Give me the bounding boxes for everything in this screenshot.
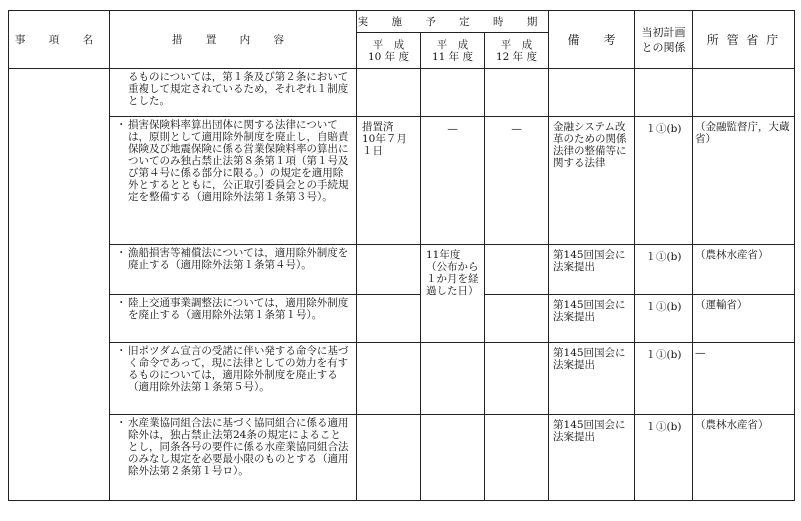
fy12-cell [485, 343, 549, 415]
bullet: ・ [116, 297, 127, 309]
item-name-cell [9, 69, 110, 501]
fy10-cell: 措置済 10年７月 １日 [357, 117, 421, 245]
relation-cell: １①(b) [635, 415, 693, 501]
cont-ministry [693, 69, 795, 117]
header-relation-line1: 当初計画 [641, 25, 686, 39]
relation-cell: １①(b) [635, 343, 693, 415]
fy12-cell [485, 245, 549, 295]
table-row [9, 415, 795, 501]
header-fy11-year: 11 年 度 [431, 50, 474, 63]
ministry-cell: （農林水産省） [693, 245, 795, 295]
continuation-text: るものについては，第１条及び第２条において重複して規定されているため，それぞれ１制度とした。 [110, 69, 357, 117]
cont-fy12 [485, 69, 549, 117]
measure-text: 水産業協同組合法に基づく協同組合に係る適用除外は，独占禁止法第24条の規定によることとし，同条各号の要件に係る水産業協同組合法のみなし規定を必要最小限のものとする（適用除外法第２条第１号ロ）。 [128, 417, 349, 477]
header-schedule: 実 施 予 定 時 期 [357, 11, 549, 33]
header-item-name: 事 項 名 [9, 11, 110, 69]
header-fy11-era: 平 成 [436, 38, 469, 51]
ministry-cell: （金融監督庁，大蔵省） [693, 117, 795, 245]
bullet: ・ [116, 417, 127, 429]
fy10-cell [357, 415, 421, 501]
fy10-cell [357, 295, 421, 343]
header-fy10 [357, 33, 421, 69]
bullet: ・ [116, 119, 127, 131]
fy10-cell [357, 245, 421, 295]
measure-cell [110, 117, 357, 245]
table-row [9, 295, 795, 343]
measure-text: 漁船損害等補償法については，適用除外制度を廃止する（適用除外法第１条第４号）。 [128, 247, 349, 271]
note-cell: 第145回国会に法案提出 [549, 415, 635, 501]
header-fy12-era: 平 成 [500, 38, 533, 51]
plan-table [8, 10, 795, 501]
measure-text: 陸上交通事業調整法については，適用除外制度を廃止する（適用除外法第１条第１号）。 [128, 297, 349, 321]
cont-note [549, 69, 635, 117]
measure-cell [110, 343, 357, 415]
fy12-cell [485, 295, 549, 343]
fy11-cell [421, 415, 485, 501]
measure-text: 損害保険料率算出団体に関する法律については，原則として適用除外制度を廃止し，自賠責保険及び地震保険に係る営業保険料率の算出についてのみ独占禁止法第８条第１項（第１号及び第４号に係る部分に限る。）の規定を適用除外とするとともに，公正取引委員会との手続規定を整備する（適用除外法第１条第３号）。 [128, 119, 349, 203]
note-cell: 第145回国会に法案提出 [549, 343, 635, 415]
table-row [9, 117, 795, 245]
fy11-cell [421, 343, 485, 415]
header-notes: 備 考 [549, 11, 635, 69]
measure-cell [110, 415, 357, 501]
note-cell: 第145回国会に法案提出 [549, 295, 635, 343]
fy12-cell [485, 415, 549, 501]
fy10-cell [357, 343, 421, 415]
header-ministry: 所 管 省 庁 [693, 11, 795, 69]
note-cell: 金融システム改革のための関係法律の整備等に関する法律 [549, 117, 635, 245]
header-measures: 措 置 内 容 [110, 11, 357, 69]
table-row [9, 343, 795, 415]
ministry-cell: （農林水産省） [693, 415, 795, 501]
cont-fy11 [421, 69, 485, 117]
header-fy10-era: 平 成 [372, 38, 405, 51]
header-relation-line2: との関係 [641, 40, 686, 54]
header-fy12-year: 12 年 度 [495, 50, 538, 63]
header-relation [635, 11, 693, 69]
ministry-cell: — [693, 343, 795, 415]
bullet: ・ [116, 247, 127, 259]
relation-cell: １①(b) [635, 295, 693, 343]
measure-cell [110, 295, 357, 343]
measure-text: 旧ポツダム宣言の受諾に伴い発する命令に基づく命令であって，現に法律としての効力を有するものについては，適用除外制度を廃止する（適用除外法第１条第５号）。 [128, 345, 349, 393]
header-fy10-year: 10 年 度 [367, 50, 410, 63]
note-cell: 第145回国会に法案提出 [549, 245, 635, 295]
cont-relation [635, 69, 693, 117]
fy11-cell: — [421, 117, 485, 245]
header-fy11 [421, 33, 485, 69]
bullet: ・ [116, 345, 127, 357]
header-fy12 [485, 33, 549, 69]
fy11-cell: 11年度 （公布から１か月を経過した日） [421, 245, 485, 343]
table-row [9, 245, 795, 295]
relation-cell: １①(b) [635, 117, 693, 245]
relation-cell: １①(b) [635, 245, 693, 295]
ministry-cell: （運輸省） [693, 295, 795, 343]
cont-fy10 [357, 69, 421, 117]
measure-cell [110, 245, 357, 295]
fy12-cell: — [485, 117, 549, 245]
